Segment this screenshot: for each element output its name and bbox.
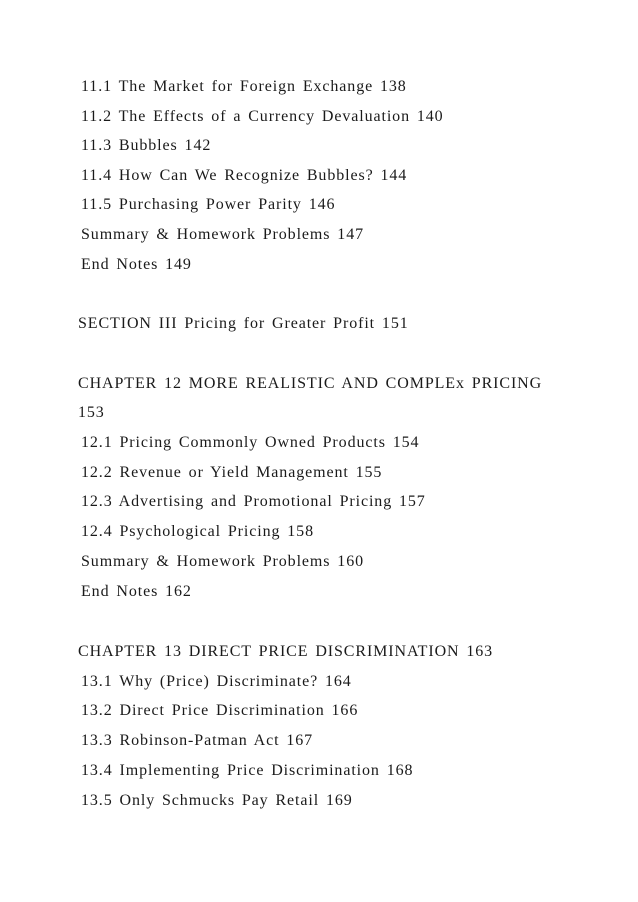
toc-entry-ch12-summary: Summary & Homework Problems 160 [81,553,364,570]
toc-entry-ch11-end-notes: End Notes 149 [81,256,192,273]
toc-entry-ch11-summary: Summary & Homework Problems 147 [81,226,364,243]
toc-entry-12-4: 12.4 Psychological Pricing 158 [81,523,314,540]
toc-entry-13-3: 13.3 Robinson-Patman Act 167 [81,732,314,749]
toc-entry-13-2: 13.2 Direct Price Discrimination 166 [81,702,359,719]
toc-entry-11-4: 11.4 How Can We Recognize Bubbles? 144 [81,167,408,184]
toc-entry-11-2: 11.2 The Effects of a Currency Devaluation 140 [81,108,444,125]
toc-entry-11-3: 11.3 Bubbles 142 [81,137,212,154]
toc-entry-12-1: 12.1 Pricing Commonly Owned Products 154 [81,434,420,451]
toc-entry-13-1: 13.1 Why (Price) Discriminate? 164 [81,673,352,690]
toc-entry-12-3: 12.3 Advertising and Promotional Pricing 157 [81,493,426,510]
toc-entry-13-4: 13.4 Implementing Price Discrimination 168 [81,762,414,779]
toc-section-iii: SECTION III Pricing for Greater Profit 151 [78,315,409,332]
toc-chapter-13-heading: CHAPTER 13 DIRECT PRICE DISCRIMINATION 163 [78,643,494,660]
toc-chapter-12-page: 153 [78,404,105,421]
toc-entry-11-1: 11.1 The Market for Foreign Exchange 138 [81,78,407,95]
toc-entry-12-2: 12.2 Revenue or Yield Management 155 [81,464,383,481]
toc-entry-ch12-end-notes: End Notes 162 [81,583,192,600]
toc-entry-11-5: 11.5 Purchasing Power Parity 146 [81,196,336,213]
toc-entry-13-5: 13.5 Only Schmucks Pay Retail 169 [81,792,353,809]
toc-chapter-12-heading: CHAPTER 12 MORE REALISTIC AND COMPLEx PRICING [78,375,543,392]
